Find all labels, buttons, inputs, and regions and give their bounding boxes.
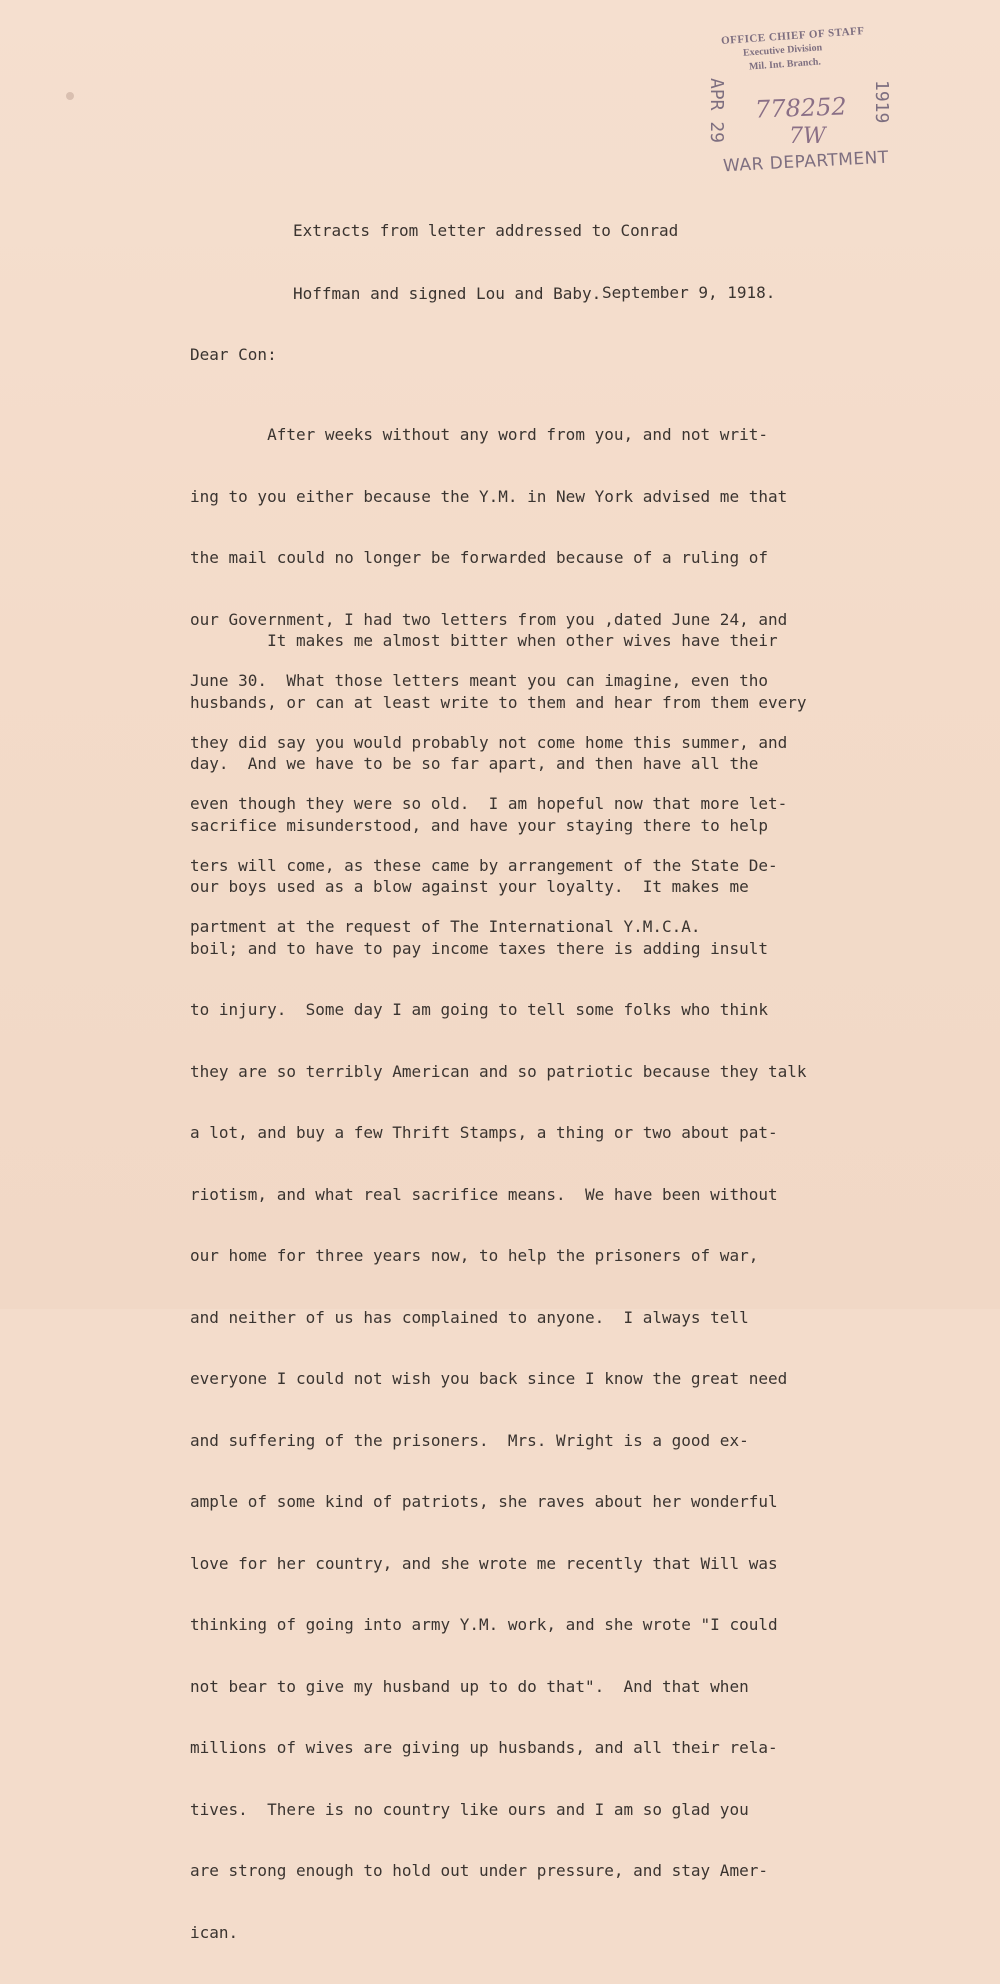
heading-line: Extracts from letter addressed to Conrad [293, 221, 679, 240]
text-line: our boys used as a blow against your loyalty. It makes me [190, 877, 749, 896]
text-line: tives. There is no country like ours and I am so glad you [190, 1799, 749, 1819]
heading-line: Hoffman and signed Lou and Baby. [293, 284, 602, 303]
text-line: millions of wives are giving up husbands, and all their rela- [190, 1738, 778, 1757]
letter-salutation: Dear Con: [190, 345, 277, 364]
text-line: our home for three years now, to help the prisoners of war, [190, 1246, 759, 1265]
text-line: they did say you would probably not come home this summer, and [190, 732, 788, 752]
text-line: a lot, and buy a few Thrift Stamps, a thing or two about pat- [190, 1123, 778, 1142]
text-line: the mail could no longer be forwarded because of a ruling of [190, 548, 768, 567]
text-line: partment at the request of The International Y.M.C.A. [190, 917, 701, 936]
stamp-file-number: 778252 [754, 92, 848, 124]
stamp-handwritten-note: 7W [789, 124, 826, 149]
text-line: After weeks without any word from you, and not writ- [190, 425, 768, 444]
text-line: our Government, I had two letters from you ,dated June 24, and [190, 609, 788, 629]
text-line: riotism, and what real sacrifice means. We have been without [190, 1184, 778, 1204]
text-line: ing to you either because the Y.M. in New York advised me that [190, 486, 788, 506]
text-line: June 30. What those letters meant you can imagine, even tho [190, 671, 768, 690]
text-line: ters will come, as these came by arrangement of the State De- [190, 855, 778, 875]
text-line: to injury. Some day I am going to tell some folks who think [190, 1000, 768, 1019]
text-line: and neither of us has complained to anyone. I always tell [190, 1307, 749, 1327]
text-line: they are so terribly American and so patriotic because they talk [190, 1061, 807, 1081]
stamp-office: OFFICE CHIEF OF STAFF [720, 25, 865, 47]
letter-date: September 9, 1918. [602, 283, 776, 302]
paper-blemish [66, 92, 74, 100]
text-line: even though they were so old. I am hopeful now that more let- [190, 794, 788, 813]
text-line: boil; and to have to pay income taxes there is adding insult [190, 938, 768, 958]
paragraph-2 [190, 590, 807, 1984]
text-line: everyone I could not wish you back since I know the great need [190, 1369, 788, 1388]
stamp-year: 1919 [871, 80, 892, 124]
text-line: thinking of going into army Y.M. work, and she wrote "I could [190, 1615, 778, 1634]
text-line: love for her country, and she wrote me recently that Will was [190, 1553, 778, 1573]
text-line: ican. [190, 1922, 239, 1942]
text-line: not bear to give my husband up to do that". And that when [190, 1676, 749, 1696]
text-line: day. And we have to be so far apart, and then have all the [190, 754, 759, 773]
stamp-branch: Mil. Int. Branch. [748, 56, 822, 73]
war-department-stamp [705, 25, 915, 178]
text-line: It makes me almost bitter when other wives have their [190, 631, 778, 650]
stamp-division: Executive Division [742, 42, 823, 59]
letter-heading [293, 178, 678, 346]
text-line: and suffering of the prisoners. Mrs. Wright is a good ex- [190, 1430, 749, 1450]
stamp-received-date: APR 29 [706, 78, 727, 144]
text-line: ample of some kind of patriots, she raves about her wonderful [190, 1492, 778, 1511]
stamp-department: WAR DEPARTMENT [722, 147, 890, 177]
text-line: husbands, or can at least write to them and hear from them every [190, 692, 807, 712]
text-line: sacrifice misunderstood, and have your staying there to help [190, 815, 768, 835]
text-line: are strong enough to hold out under pressure, and stay Amer- [190, 1861, 768, 1880]
